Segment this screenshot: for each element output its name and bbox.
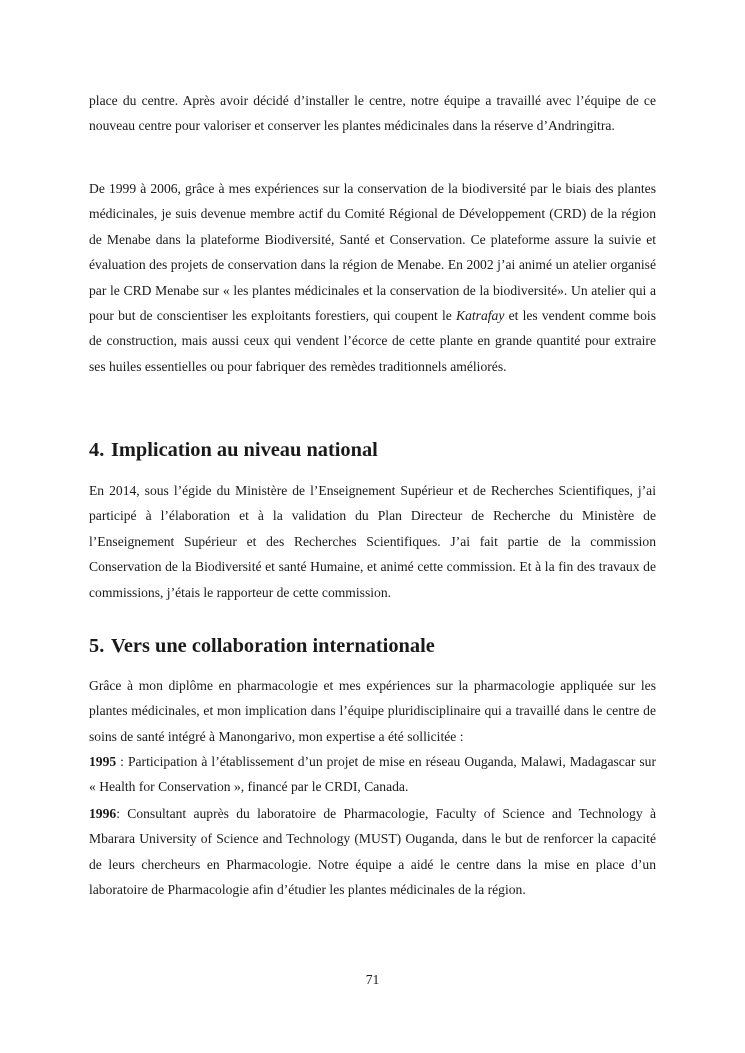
page-number: 71 [365, 972, 380, 987]
entry-text-1995: : Participation à l’établissement d’un projet de mise en réseau Ouganda, Malawi, Madagascar sur « Health for Conservation », financé par le CRDI, Canada. [89, 754, 656, 795]
section-title-5: Vers une collaboration internationale [111, 635, 435, 657]
paragraph-crd-menabe-text-2: et les vendent comme bois de construction, mais aussi ceux qui vendent l’écorce de cette plante en grande quantité pour extraire ses huiles essentielles ou pour fabriquer des remèdes traditionnels améliorés. [89, 308, 656, 374]
paragraph-expertise: Grâce à mon diplôme en pharmacologie et mes expériences sur la pharmacologie appliquée sur les plantes médicinales, et mon implication dans l’équipe pluridisciplinaire qui a travaillé dans le centre de soins de santé intégré à Manongarivo, mon expertise a été sollicitée : [89, 678, 656, 744]
entry-year-1996: 1996 [89, 806, 117, 821]
paragraph-andringitra: place du centre. Après avoir décidé d’installer le centre, notre équipe a travaillé avec l’équipe de ce nouveau centre pour valoriser et conserver les plantes médicinales dans la réserve d’Andringitra. [89, 93, 656, 134]
section-title-4: Implication au niveau national [111, 439, 378, 461]
entry-year-1995: 1995 [89, 754, 117, 769]
section-number-4: 4. [89, 439, 105, 461]
paragraph-crd-menabe [89, 176, 656, 379]
paragraph-ministere: En 2014, sous l’égide du Ministère de l’Enseignement Supérieur et de Recherches Scientifiques, j’ai participé à l’élaboration et à la validation du Plan Directeur de Recherche du Ministère de l’Enseignement Supérieur et des Recherches Scientifiques. J’ai fait partie de la commission Conservation de la Biodiversité et santé Humaine, et animé cette commission. Et à la fin des travaux de commissions, j’étais le rapporteur de cette commission. [89, 483, 656, 600]
entry-1995 [89, 749, 656, 800]
section-heading-4 [89, 440, 656, 460]
entry-1996 [89, 801, 656, 903]
section-heading-5 [89, 636, 656, 656]
paragraph-crd-menabe-text-1: De 1999 à 2006, grâce à mes expériences sur la conservation de la biodiversité par le biais des plantes médicinales, je suis devenue membre actif du Comité Régional de Développement (CRD) de la région de Menabe dans la plateforme Biodiversité, Santé et Conservation. Ce plateforme assure la suivie et évaluation des projets de conservation dans la région de Menabe. En 2002 j’ai animé un atelier organisé par le CRD Menabe sur « les plantes médicinales et la conservation de la biodiversité». Un atelier qui a pour but de conscientiser les exploitants forestiers, qui coupent le [89, 181, 656, 324]
plant-name-katrafay: Katrafay [456, 308, 505, 324]
section-number-5: 5. [89, 635, 105, 657]
entry-text-1996: : Consultant auprès du laboratoire de Pharmacologie, Faculty of Science and Technology à Mbarara University of Science and Technology (MUST) Ouganda, dans le but de renforcer la capacité de leurs chercheurs en Pharmacologie. Notre équipe a aidé le centre dans la mise en place d’un laboratoire de Pharmacologie afin d’étudier les plantes médicinales de la région. [89, 806, 656, 898]
